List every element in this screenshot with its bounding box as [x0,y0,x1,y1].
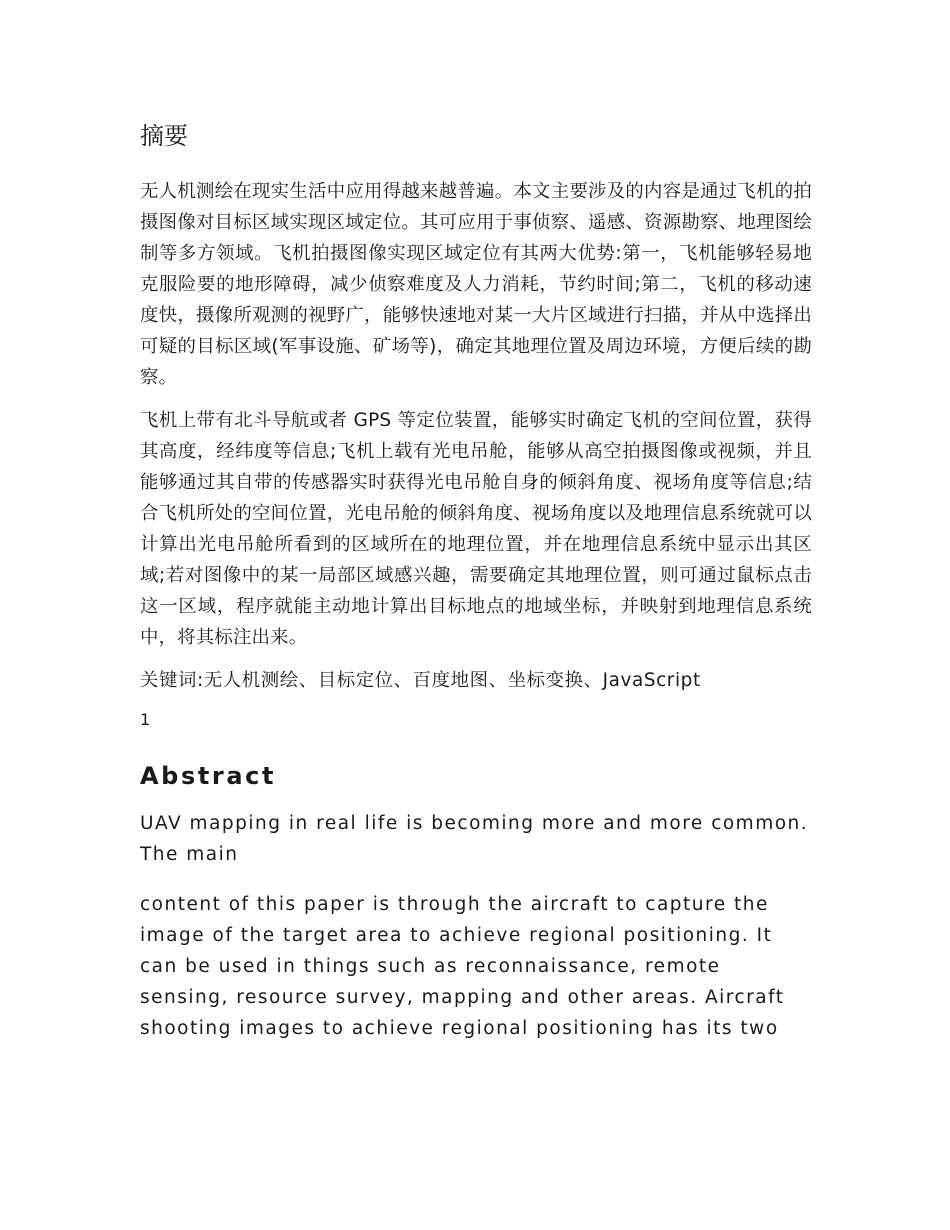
chinese-abstract-paragraph-1: 无人机测绘在现实生活中应用得越来越普遍。本文主要涉及的内容是通过飞机的拍摄图像对目标区域实现区域定位。其可应用于事侦察、遥感、资源勘察、地理图绘制等多方领域。飞机拍摄图像实现区域定位有其两大优势:第一，飞机能够轻易地克服险要的地形障碍，减少侦察难度及人力消耗，节约时间;第二，飞机的移动速度快，摄像所观测的视野广，能够快速地对某一大片区域进行扫描，并从中选择出可疑的目标区域(军事设施、矿场等)，确定其地理位置及周边环境，方便后续的勘察。 [140,181,812,388]
english-abstract-heading: Abstract [140,762,277,790]
chinese-abstract-paragraph-2: 飞机上带有北斗导航或者 GPS 等定位装置，能够实时确定飞机的空间位置，获得其高度，经纬度等信息;飞机上载有光电吊舱，能够从高空拍摄图像或视频，并且能够通过其自带的传感器实时获得光电吊舱自身的倾斜角度、视场角度等信息;结合飞机所处的空间位置，光电吊舱的倾斜角度、视场角度以及地理信息系统就可以计算出光电吊舱所看到的区域所在的地理位置，并在地理信息系统中显示出其区域;若对图像中的某一局部区域感兴趣，需要确定其地理位置，则可通过鼠标点击这一区域，程序就能主动地计算出目标地点的地域坐标，并映射到地理信息系统中，将其标注出来。 [140,410,812,648]
english-abstract-paragraph-2: content of this paper is through the aircraft to capture the image of the target area to achieve regional positioning. It can be used in things such as reconnaissance, remote sensing, resource survey, mapping and other areas. Aircraft shooting images to achieve regional positioning has its two [140,894,785,1039]
chinese-abstract-heading: 摘要 [140,122,188,150]
chinese-keywords: 关键词:无人机测绘、目标定位、百度地图、坐标变换、JavaScript [140,670,701,691]
page-number: 1 [140,710,151,729]
document-page [140,118,812,1062]
english-abstract-paragraph-1: UAV mapping in real life is becoming more and more common. The main [140,813,809,865]
